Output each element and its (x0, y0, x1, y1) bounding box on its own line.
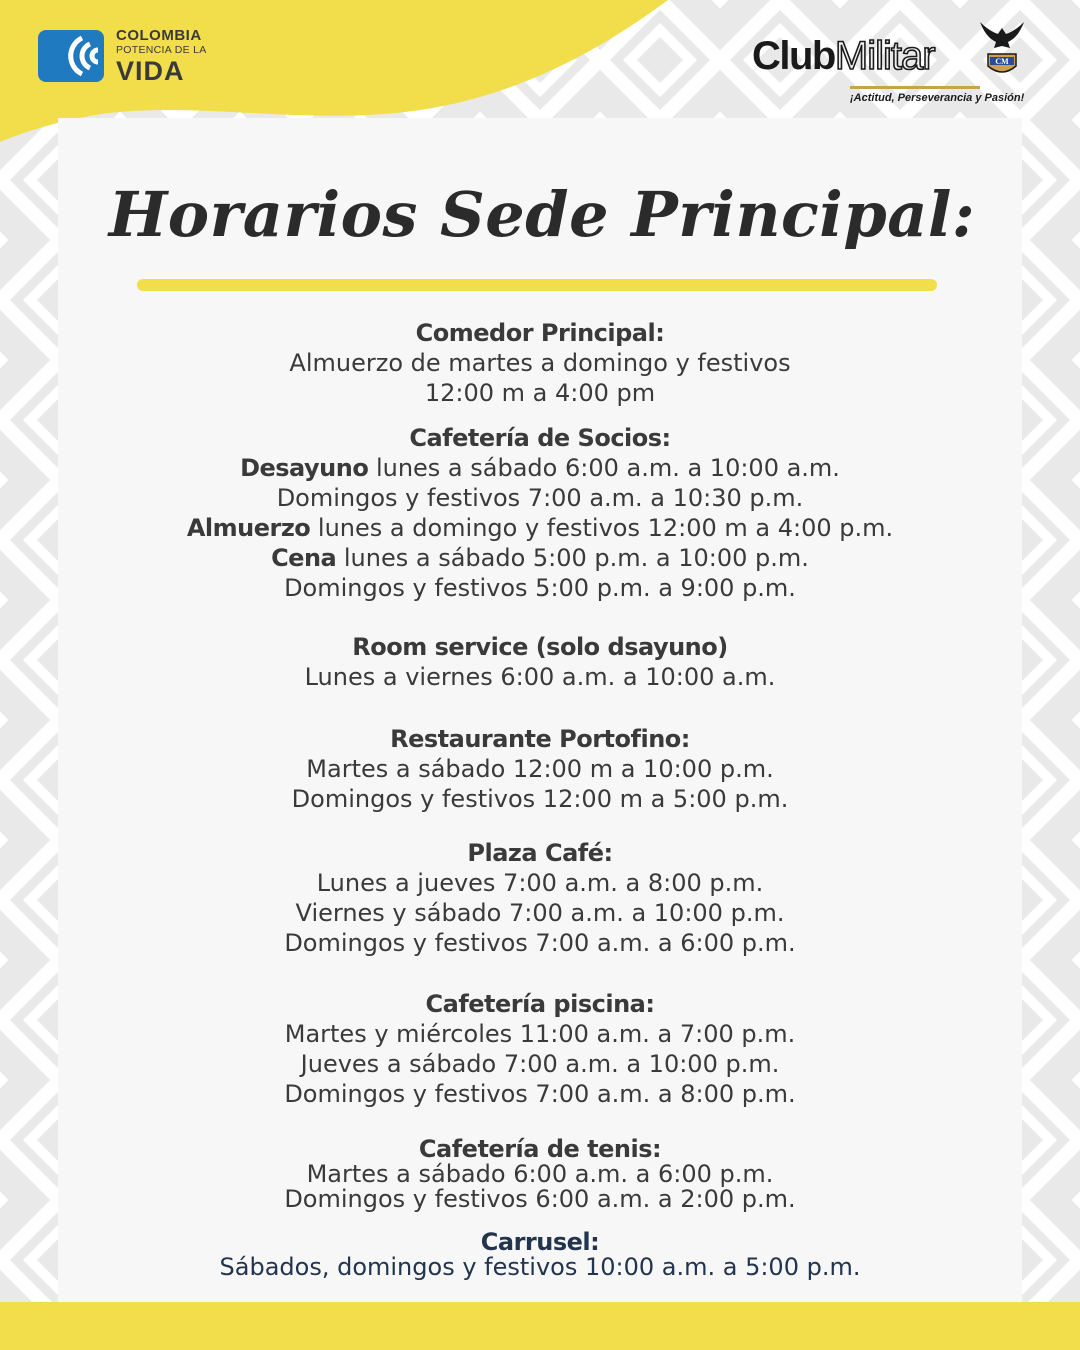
footer-yellow-band (0, 1302, 1080, 1350)
meal-label: Almuerzo (186, 514, 311, 542)
section-heading: Cafetería piscina: (425, 990, 655, 1018)
section-heading: Cafetería de tenis: (418, 1135, 662, 1163)
militar-word: Militar (834, 34, 935, 78)
section-heading: Plaza Café: (467, 839, 613, 867)
section-cafeteria-piscina (58, 989, 1022, 1109)
meal-hours: lunes a domingo y festivos 12:00 m a 4:00 p.m. (310, 514, 894, 542)
section-portofino (58, 724, 1022, 814)
colombia-logo (38, 28, 207, 85)
schedule-line: Viernes y sábado 7:00 a.m. a 10:00 p.m. (295, 899, 785, 927)
schedule-line: Martes a sábado 6:00 a.m. a 6:00 p.m. (306, 1160, 774, 1188)
schedule-line: Martes y miércoles 11:00 a.m. a 7:00 p.m. (284, 1020, 796, 1048)
logo-line-3: VIDA (116, 55, 185, 86)
schedule-line: Lunes a jueves 7:00 a.m. a 8:00 p.m. (316, 869, 764, 897)
club-militar-logo (750, 18, 1050, 110)
schedule-line: Sábados, domingos y festivos 10:00 a.m. a 5:00 p.m. (219, 1253, 861, 1281)
section-heading: Comedor Principal: (415, 319, 665, 347)
eagle-icon (974, 18, 1030, 80)
schedule-line (58, 543, 1022, 573)
section-heading: Room service (solo dsayuno) (352, 633, 728, 661)
meal-hours: lunes a sábado 6:00 a.m. a 10:00 a.m. (368, 454, 840, 482)
logo-line-1: COLOMBIA (116, 27, 202, 44)
section-heading: Cafetería de Socios: (409, 424, 671, 452)
schedule-line: Domingos y festivos 7:00 a.m. a 6:00 p.m. (284, 929, 796, 957)
schedule-line: 12:00 m a 4:00 pm (424, 379, 656, 407)
content-card (58, 118, 1022, 1302)
section-room-service (58, 632, 1022, 692)
section-heading: Carrusel: (480, 1228, 600, 1256)
logo-slogan: ¡Actitud, Perseverancia y Pasión! (850, 92, 1025, 104)
meal-hours: lunes a sábado 5:00 p.m. a 10:00 p.m. (336, 544, 809, 572)
section-carrusel (58, 1230, 1022, 1280)
club-militar-wordmark (752, 34, 935, 79)
schedule-line: Martes a sábado 12:00 m a 10:00 p.m. (306, 755, 774, 783)
colombia-waves-icon (38, 28, 104, 84)
schedule-line (58, 453, 1022, 483)
section-comedor (58, 318, 1022, 408)
schedule-line (58, 513, 1022, 543)
page-title: Horarios Sede Principal: (108, 178, 976, 251)
section-heading: Restaurante Portofino: (390, 725, 690, 753)
meal-label: Cena (271, 544, 337, 572)
club-word: Club (752, 34, 835, 78)
logo-line-2: POTENCIA DE LA (116, 44, 207, 56)
section-plaza-cafe (58, 838, 1022, 958)
section-cafeteria-socios (58, 423, 1022, 603)
schedule-line: Domingos y festivos 5:00 p.m. a 9:00 p.m. (284, 574, 796, 602)
schedule-line: Lunes a viernes 6:00 a.m. a 10:00 a.m. (304, 663, 776, 691)
meal-label: Desayuno (240, 454, 369, 482)
section-cafeteria-tenis (58, 1137, 1022, 1212)
logo-badge: CM (995, 57, 1009, 66)
schedule-line: Domingos y festivos 7:00 a.m. a 8:00 p.m. (284, 1080, 796, 1108)
schedule-line: Almuerzo de martes a domingo y festivos (289, 349, 791, 377)
schedule-line: Domingos y festivos 7:00 a.m. a 10:30 p.m. (276, 484, 804, 512)
logo-gold-line (850, 86, 980, 89)
schedule-line: Domingos y festivos 6:00 a.m. a 2:00 p.m. (284, 1185, 796, 1213)
schedule-line: Jueves a sábado 7:00 a.m. a 10:00 p.m. (300, 1050, 780, 1078)
title-underline (137, 279, 937, 291)
schedule-line: Domingos y festivos 12:00 m a 5:00 p.m. (291, 785, 789, 813)
